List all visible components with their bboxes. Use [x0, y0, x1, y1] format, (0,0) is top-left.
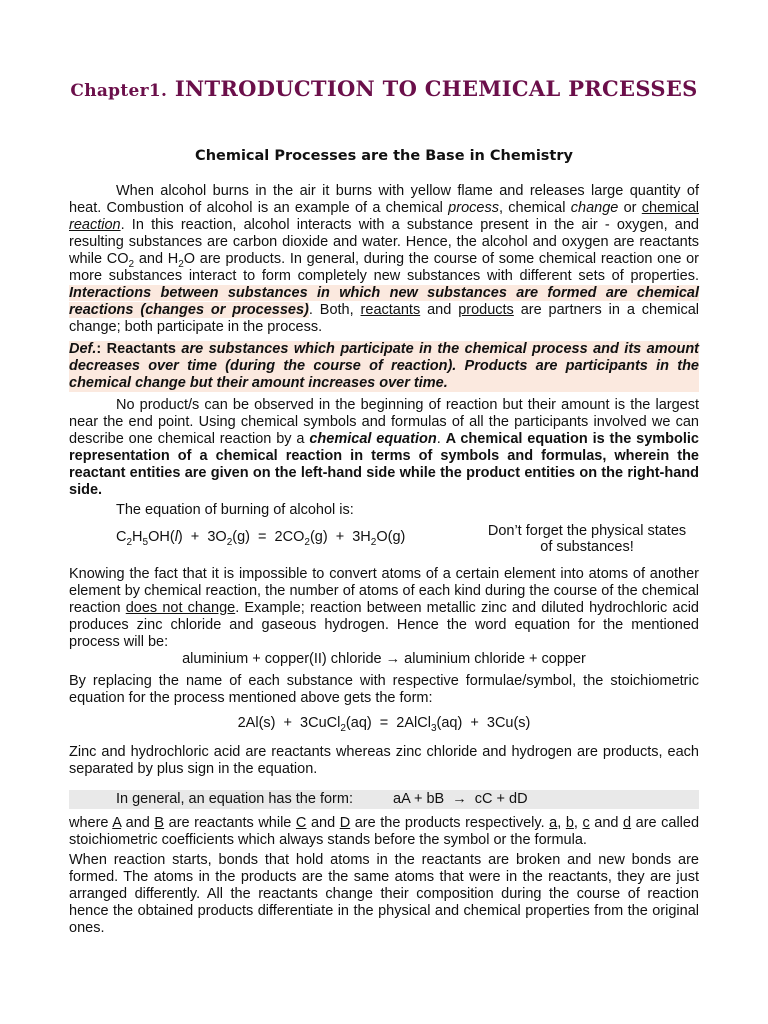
stoichiometric-equation: 2Al(s) + 3CuCl$_2$(aq) = 2AlCl$_3$(aq) + 3Cu(s) [237, 715, 531, 734]
highlighted-definition: Interactions between substances in which new substances are formed are chemical reactions (changes or processes) [69, 285, 699, 318]
general-equation-text: In general, an equation has the form: [116, 791, 353, 807]
paragraph-conservation: Knowing the fact that it is impossible to convert atoms of a certain element into atoms of another element by chemical reaction, the number of atoms of each kind during the course of the chemical reaction does not change. Example; reaction between metallic zinc and diluted hydrochloric acid produces zinc chloride and gaseous hydrogen. Hence the word equation for the mentioned process will be: [69, 566, 699, 650]
physical-states-note: Don’t forget the physical states of substances! [487, 523, 687, 555]
alcohol-combustion-equation: $C_2H_5OH(l) + 3O_2(g) = 2CO_2(g) + 3H_2O(g)$ [116, 529, 406, 548]
chapter-title-text: INTRODUCTION TO CHEMICAL PRCESSES [174, 76, 698, 101]
document-body [69, 183, 699, 937]
general-equation: aA + bB → cC + dD [393, 791, 528, 807]
chapter-prefix: Chapter1. [70, 81, 168, 101]
equation-intro: The equation of burning of alcohol is: [116, 502, 354, 518]
definition-label: Def. [69, 341, 97, 357]
paragraph-combustion: When alcohol burns in the air it burns with yellow flame and releases large quantity of heat. Combustion of alcohol is an example of a chemical process, chemical change or chemical reaction. In this reaction, alcohol interacts with a substance present in the air - oxygen, and resulting substances are carbon dioxide and water. Hence, the alcohol and oxygen are reactants while $CO_2$ and $H_2O$ are products. In general, during the course of some chemical reaction one or more substances interact to form completely new substances with different sets of properties. Interactions between substances in which new substances are formed are chemical reactions (changes or processes). Both, reactants and products are partners in a chemical change; both participate in the process. [69, 183, 699, 335]
general-equation-box [69, 790, 699, 809]
section-title: Chemical Processes are the Base in Chemistry [195, 148, 573, 164]
chapter-title [0, 76, 768, 101]
paragraph-coefficients: where A and B are reactants while C and D are the products respectively. a, b, c and d are called stoichiometric coefficients which always stands before the symbol or the formula. [69, 815, 700, 848]
word-equation: aluminium + copper(II) chloride → aluminium chloride + copper [182, 651, 586, 667]
definition-block: Def.: Reactants are substances which participate in the chemical process and its amount decreases over time (during the course of reaction). Products are participants in the chemical change but their amount increases over time. [69, 341, 700, 391]
paragraph-chemical-equation: No product/s can be observed in the beginning of reaction but their amount is the largest near the end point. Using chemical symbols and formulas of all the participants involved we can describe one chemical reaction by a chemical equation. A chemical equation is the symbolic representation of a chemical reaction in terms of symbols and formulas, wherein the reactant entities are given on the left-hand side while the product entities on the right-hand side. [69, 397, 699, 498]
paragraph-bonds: When reaction starts, bonds that hold atoms in the reactants are broken and new bonds are formed. The atoms in the products are the same atoms that were in the reactants, they are just arranged differently. All the reactants change their composition during the course of reaction hence the obtained products differentiate in the physical and chemical properties from the original ones. [69, 852, 699, 936]
paragraph-stoichiometric: By replacing the name of each substance with respective formulae/symbol, the stoichiometric equation for the process mentioned above gets the form: [69, 673, 699, 706]
paragraph-reactants-products: Zinc and hydrochloric acid are reactants whereas zinc chloride and hydrogen are products, each separated by plus sign in the equation. [69, 744, 699, 777]
alcohol-equation-row [69, 523, 699, 561]
